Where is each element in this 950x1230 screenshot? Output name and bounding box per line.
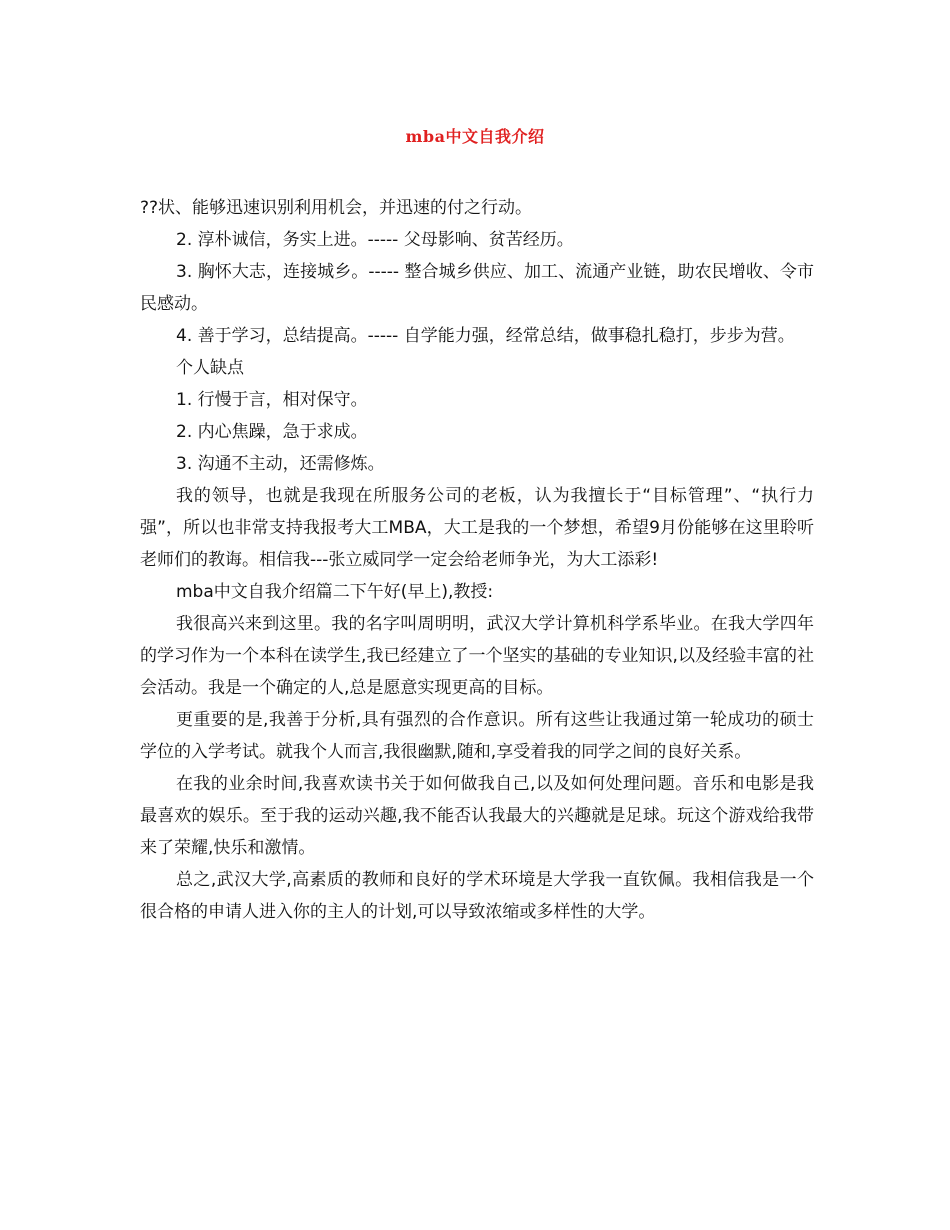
document-body xyxy=(140,192,814,928)
paragraph: ??状、能够迅速识别利用机会，并迅速的付之行动。 xyxy=(140,198,533,218)
paragraph: 我的领导，也就是我现在所服务公司的老板，认为我擅长于“目标管理”、“执行力强”，所以也非常支持我报考大工MBA，大工是我的一个梦想，希望9月份能够在这里聆听老师们的教诲。相信我---张立威同学一定会给老师争光，为大工添彩! xyxy=(140,486,814,570)
paragraph: 2. 淳朴诚信，务实上进。----- 父母影响、贫苦经历。 xyxy=(176,230,574,250)
paragraph: 总之,武汉大学,高素质的教师和良好的学术环境是大学我一直钦佩。我相信我是一个很合格的申请人进入你的主人的计划,可以导致浓缩或多样性的大学。 xyxy=(140,870,814,922)
paragraph: 3. 沟通不主动，还需修炼。 xyxy=(176,454,385,474)
section-heading: 个人缺点 xyxy=(176,358,244,378)
paragraph: 更重要的是,我善于分析,具有强烈的合作意识。所有这些让我通过第一轮成功的硕士学位的入学考试。就我个人而言,我很幽默,随和,享受着我的同学之间的良好关系。 xyxy=(140,710,814,762)
paragraph: 我很高兴来到这里。我的名字叫周明明，武汉大学计算机科学系毕业。在我大学四年的学习作为一个本科在读学生,我已经建立了一个坚实的基础的专业知识,以及经验丰富的社会活动。我是一个确定的人,总是愿意实现更高的目标。 xyxy=(140,614,814,698)
document-title: mba中文自我介绍 xyxy=(405,127,545,146)
paragraph: mba中文自我介绍篇二下午好(早上),教授: xyxy=(176,582,494,602)
paragraph: 2. 内心焦躁，急于求成。 xyxy=(176,422,368,442)
paragraph: 3. 胸怀大志，连接城乡。----- 整合城乡供应、加工、流通产业链，助农民增收、令市民感动。 xyxy=(140,262,814,314)
paragraph: 1. 行慢于言，相对保守。 xyxy=(176,390,368,410)
paragraph: 在我的业余时间,我喜欢读书关于如何做我自己,以及如何处理问题。音乐和电影是我最喜欢的娱乐。至于我的运动兴趣,我不能否认我最大的兴趣就是足球。玩这个游戏给我带来了荣耀,快乐和激情。 xyxy=(140,774,814,858)
paragraph: 4. 善于学习，总结提高。----- 自学能力强，经常总结，做事稳扎稳打，步步为营。 xyxy=(176,326,795,346)
